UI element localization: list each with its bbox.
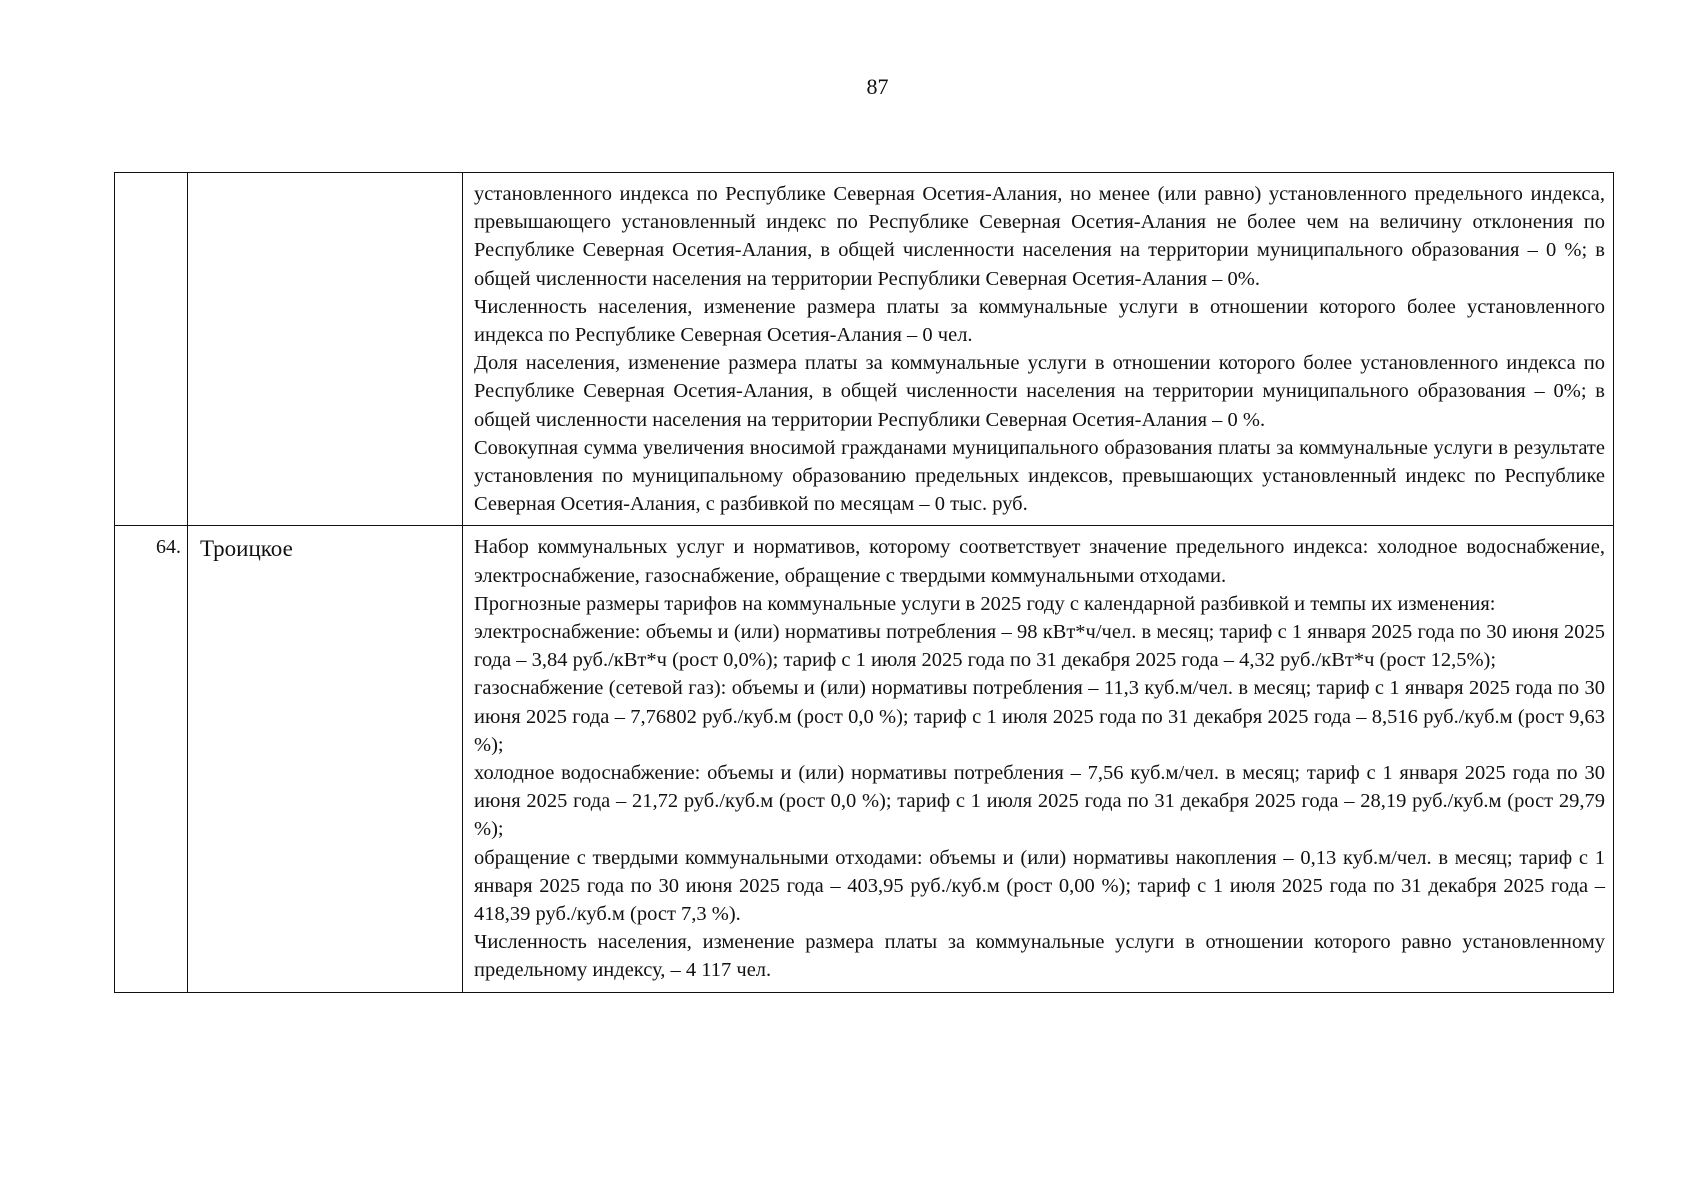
- description-paragraph: Численность населения, изменение размера платы за коммунальные услуги в отношении которого более установленного индекса по Республике Северная Осетия-Алания – 0 чел.: [474, 295, 1605, 347]
- table-row-continued: [115, 173, 1614, 526]
- row-number-cell: [115, 173, 188, 526]
- row-number: [115, 173, 187, 183]
- table-row-troitskoe: [115, 526, 1614, 992]
- description-paragraph: Доля населения, изменение размера платы за коммунальные услуги в отношении которого более установленного индекса по Республике Северная Осетия-Алания, в общей численности населения на территории муниципального образования – 0%; в общей численности населения на территории Республики Северная Осетия-Алания – 0 %.: [474, 352, 1605, 431]
- row-number-cell: [115, 526, 188, 992]
- description-paragraph: обращение с твердыми коммунальными отходами: объемы и (или) нормативы накопления – 0,13 куб.м/чел. в месяц; тариф с 1 января 2025 года по 30 июня 2025 года – 403,95 руб./куб.м (рост 0,00 %); тариф с 1 июля 2025 года по 31 декабря 2025 года – 418,39 руб./куб.м (рост 7,3 %).: [474, 846, 1605, 926]
- description-cell: [463, 173, 1614, 526]
- description-paragraph: Набор коммунальных услуг и нормативов, которому соответствует значение предельного индекса: холодное водоснабжение, электроснабжение, газоснабжение, обращение с твердыми коммунальными отходами.: [474, 536, 1605, 587]
- description-cell: [463, 526, 1614, 992]
- description-paragraph: газоснабжение (сетевой газ): объемы и (или) нормативы потребления – 11,3 куб.м/чел. в месяц; тариф с 1 января 2025 года по 30 июня 2025 года – 7,76802 руб./куб.м (рост 0,0 %); тариф с 1 июля 2025 года по 31 декабря 2025 года – 8,516 руб./куб.м (рост 9,63 %);: [474, 677, 1605, 756]
- description-paragraph: холодное водоснабжение: объемы и (или) нормативы потребления – 7,56 куб.м/чел. в месяц; тариф с 1 января 2025 года по 30 июня 2025 года – 21,72 руб./куб.м (рост 0,0 %); тариф с 1 июля 2025 года по 31 декабря 2025 года – 28,19 руб./куб.м (рост 29,79 %);: [474, 762, 1605, 841]
- municipality-cell: [188, 526, 463, 992]
- indices-table: [114, 172, 1614, 993]
- page-number: 87: [866, 74, 889, 99]
- municipality-name: [188, 173, 462, 183]
- municipality-name: Троицкое: [200, 536, 293, 562]
- municipality-cell: [188, 173, 463, 526]
- row-number: 64.: [156, 536, 181, 559]
- description-paragraph: Совокупная сумма увеличения вносимой гражданами муниципального образования платы за коммунальные услуги в результате установления по муниципальному образованию предельных индексов, превышающих установленный индекс по Республике Северная Осетия-Алания, с разбивкой по месяцам – 0 тыс. руб.: [474, 436, 1605, 516]
- description-paragraph: Численность населения, изменение размера платы за коммунальные услуги в отношении которого равно установленному предельному индексу, – 4 117 чел.: [474, 931, 1605, 982]
- description-paragraph: электроснабжение: объемы и (или) нормативы потребления – 98 кВт*ч/чел. в месяц; тариф с 1 января 2025 года по 30 июня 2025 года – 3,84 руб./кВт*ч (рост 0,0%); тариф с 1 июля 2025 года по 31 декабря 2025 года – 4,32 руб./кВт*ч (рост 12,5%);: [474, 621, 1605, 672]
- description-paragraph: установленного индекса по Республике Северная Осетия-Алания, но менее (или равно) установленного предельного индекса, превышающего установленный индекс по Республике Северная Осетия-Алания не более чем на величину отклонения по Республике Северная Осетия-Алания, в общей численности населения на территории муниципального образования – 0 %; в общей численности населения на территории Республики Северная Осетия-Алания – 0%.: [474, 183, 1605, 290]
- description-paragraph: Прогнозные размеры тарифов на коммунальные услуги в 2025 году с календарной разбивкой и темпы их изменения:: [474, 592, 1496, 615]
